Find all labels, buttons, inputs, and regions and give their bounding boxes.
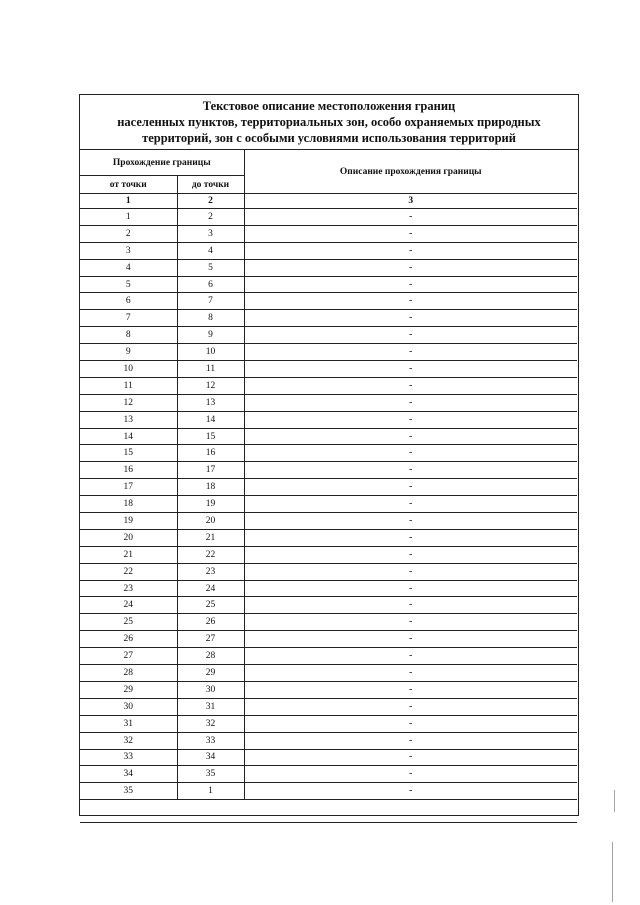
description-cell: -: [244, 529, 577, 546]
to-point-cell: 15: [177, 428, 244, 445]
to-point-cell: 4: [177, 242, 244, 259]
empty-footer-row: [80, 800, 577, 823]
table-row: [80, 276, 577, 293]
table-row: [80, 496, 577, 513]
description-cell: -: [244, 681, 577, 698]
from-point-cell: 14: [80, 428, 177, 445]
description-cell: -: [244, 276, 577, 293]
from-point-cell: 22: [80, 563, 177, 580]
table-row: [80, 411, 577, 428]
from-point-cell: 21: [80, 546, 177, 563]
title-line-3: территорий, зон с особыми условиями использования территорий: [142, 131, 516, 145]
from-point-cell: 23: [80, 580, 177, 597]
description-cell: -: [244, 411, 577, 428]
scan-speck: [612, 842, 613, 902]
table-row: [80, 597, 577, 614]
from-point-cell: 17: [80, 479, 177, 496]
to-point-cell: 18: [177, 479, 244, 496]
table-row: [80, 563, 577, 580]
description-cell: -: [244, 749, 577, 766]
from-point-cell: 31: [80, 715, 177, 732]
column-number-1: 1: [80, 194, 177, 209]
to-point-cell: 34: [177, 749, 244, 766]
description-cell: -: [244, 580, 577, 597]
from-point-cell: 29: [80, 681, 177, 698]
title-line-2: населенных пунктов, территориальных зон, особо охраняемых природных: [117, 115, 541, 129]
from-point-cell: 34: [80, 766, 177, 783]
from-point-cell: 7: [80, 310, 177, 327]
header-description: Описание прохождения границы: [244, 150, 577, 194]
from-point-cell: 1: [80, 209, 177, 226]
table-row: [80, 225, 577, 242]
table-row: [80, 377, 577, 394]
table-row: [80, 259, 577, 276]
to-point-cell: 13: [177, 394, 244, 411]
to-point-cell: 3: [177, 225, 244, 242]
to-point-cell: 24: [177, 580, 244, 597]
description-cell: -: [244, 259, 577, 276]
table-row: [80, 293, 577, 310]
table-row: [80, 462, 577, 479]
to-point-cell: 21: [177, 529, 244, 546]
description-cell: -: [244, 327, 577, 344]
table-row: [80, 209, 577, 226]
to-point-cell: 26: [177, 614, 244, 631]
table-row: [80, 732, 577, 749]
to-point-cell: 32: [177, 715, 244, 732]
to-point-cell: 16: [177, 445, 244, 462]
table-row: [80, 681, 577, 698]
description-cell: -: [244, 665, 577, 682]
from-point-cell: 28: [80, 665, 177, 682]
to-point-cell: 29: [177, 665, 244, 682]
to-point-cell: 31: [177, 698, 244, 715]
to-point-cell: 10: [177, 344, 244, 361]
description-cell: -: [244, 361, 577, 378]
to-point-cell: 12: [177, 377, 244, 394]
table-row: [80, 546, 577, 563]
table-row: [80, 513, 577, 530]
description-cell: -: [244, 344, 577, 361]
from-point-cell: 25: [80, 614, 177, 631]
description-cell: -: [244, 462, 577, 479]
table-row: [80, 445, 577, 462]
description-cell: -: [244, 209, 577, 226]
description-cell: -: [244, 310, 577, 327]
from-point-cell: 11: [80, 377, 177, 394]
to-point-cell: 35: [177, 766, 244, 783]
boundary-document-frame: [79, 94, 579, 816]
table-row: [80, 428, 577, 445]
header-from-point: от точки: [80, 176, 177, 194]
title-line-1: Текстовое описание местоположения границ: [202, 99, 456, 113]
table-row: [80, 715, 577, 732]
to-point-cell: 22: [177, 546, 244, 563]
description-cell: -: [244, 377, 577, 394]
from-point-cell: 4: [80, 259, 177, 276]
table-row: [80, 327, 577, 344]
to-point-cell: 30: [177, 681, 244, 698]
table-row: [80, 361, 577, 378]
table-row: [80, 242, 577, 259]
from-point-cell: 20: [80, 529, 177, 546]
from-point-cell: 5: [80, 276, 177, 293]
from-point-cell: 27: [80, 648, 177, 665]
table-row: [80, 766, 577, 783]
description-cell: -: [244, 631, 577, 648]
description-cell: -: [244, 242, 577, 259]
from-point-cell: 15: [80, 445, 177, 462]
from-point-cell: 16: [80, 462, 177, 479]
description-cell: -: [244, 546, 577, 563]
scan-speck: [614, 790, 615, 812]
description-cell: -: [244, 614, 577, 631]
from-point-cell: 2: [80, 225, 177, 242]
to-point-cell: 23: [177, 563, 244, 580]
to-point-cell: 20: [177, 513, 244, 530]
from-point-cell: 35: [80, 783, 177, 800]
from-point-cell: 3: [80, 242, 177, 259]
description-cell: -: [244, 479, 577, 496]
from-point-cell: 26: [80, 631, 177, 648]
to-point-cell: 9: [177, 327, 244, 344]
to-point-cell: 5: [177, 259, 244, 276]
description-cell: -: [244, 715, 577, 732]
description-cell: -: [244, 293, 577, 310]
boundary-table: [80, 150, 577, 823]
document-title: [80, 95, 578, 150]
from-point-cell: 8: [80, 327, 177, 344]
table-row: [80, 783, 577, 800]
empty-footer-cell: [80, 800, 577, 823]
description-cell: -: [244, 698, 577, 715]
to-point-cell: 33: [177, 732, 244, 749]
description-cell: -: [244, 563, 577, 580]
description-cell: -: [244, 394, 577, 411]
from-point-cell: 10: [80, 361, 177, 378]
to-point-cell: 2: [177, 209, 244, 226]
description-cell: -: [244, 513, 577, 530]
table-row: [80, 394, 577, 411]
to-point-cell: 19: [177, 496, 244, 513]
table-row: [80, 665, 577, 682]
table-row: [80, 749, 577, 766]
to-point-cell: 1: [177, 783, 244, 800]
from-point-cell: 6: [80, 293, 177, 310]
table-row: [80, 344, 577, 361]
table-row: [80, 614, 577, 631]
from-point-cell: 12: [80, 394, 177, 411]
to-point-cell: 11: [177, 361, 244, 378]
to-point-cell: 14: [177, 411, 244, 428]
description-cell: -: [244, 445, 577, 462]
header-to-point: до точки: [177, 176, 244, 194]
column-number-2: 2: [177, 194, 244, 209]
description-cell: -: [244, 597, 577, 614]
table-row: [80, 631, 577, 648]
to-point-cell: 6: [177, 276, 244, 293]
from-point-cell: 19: [80, 513, 177, 530]
description-cell: -: [244, 783, 577, 800]
table-row: [80, 698, 577, 715]
description-cell: -: [244, 225, 577, 242]
description-cell: -: [244, 766, 577, 783]
to-point-cell: 27: [177, 631, 244, 648]
from-point-cell: 30: [80, 698, 177, 715]
to-point-cell: 17: [177, 462, 244, 479]
description-cell: -: [244, 496, 577, 513]
table-body: [80, 209, 577, 800]
column-number-3: 3: [244, 194, 577, 209]
from-point-cell: 9: [80, 344, 177, 361]
to-point-cell: 25: [177, 597, 244, 614]
header-boundary-passage: Прохождение границы: [80, 150, 244, 176]
table-row: [80, 479, 577, 496]
description-cell: -: [244, 648, 577, 665]
table-row: [80, 648, 577, 665]
table-row: [80, 580, 577, 597]
to-point-cell: 7: [177, 293, 244, 310]
to-point-cell: 8: [177, 310, 244, 327]
to-point-cell: 28: [177, 648, 244, 665]
description-cell: -: [244, 428, 577, 445]
from-point-cell: 32: [80, 732, 177, 749]
from-point-cell: 24: [80, 597, 177, 614]
from-point-cell: 18: [80, 496, 177, 513]
description-cell: -: [244, 732, 577, 749]
from-point-cell: 13: [80, 411, 177, 428]
from-point-cell: 33: [80, 749, 177, 766]
table-row: [80, 529, 577, 546]
table-row: [80, 310, 577, 327]
